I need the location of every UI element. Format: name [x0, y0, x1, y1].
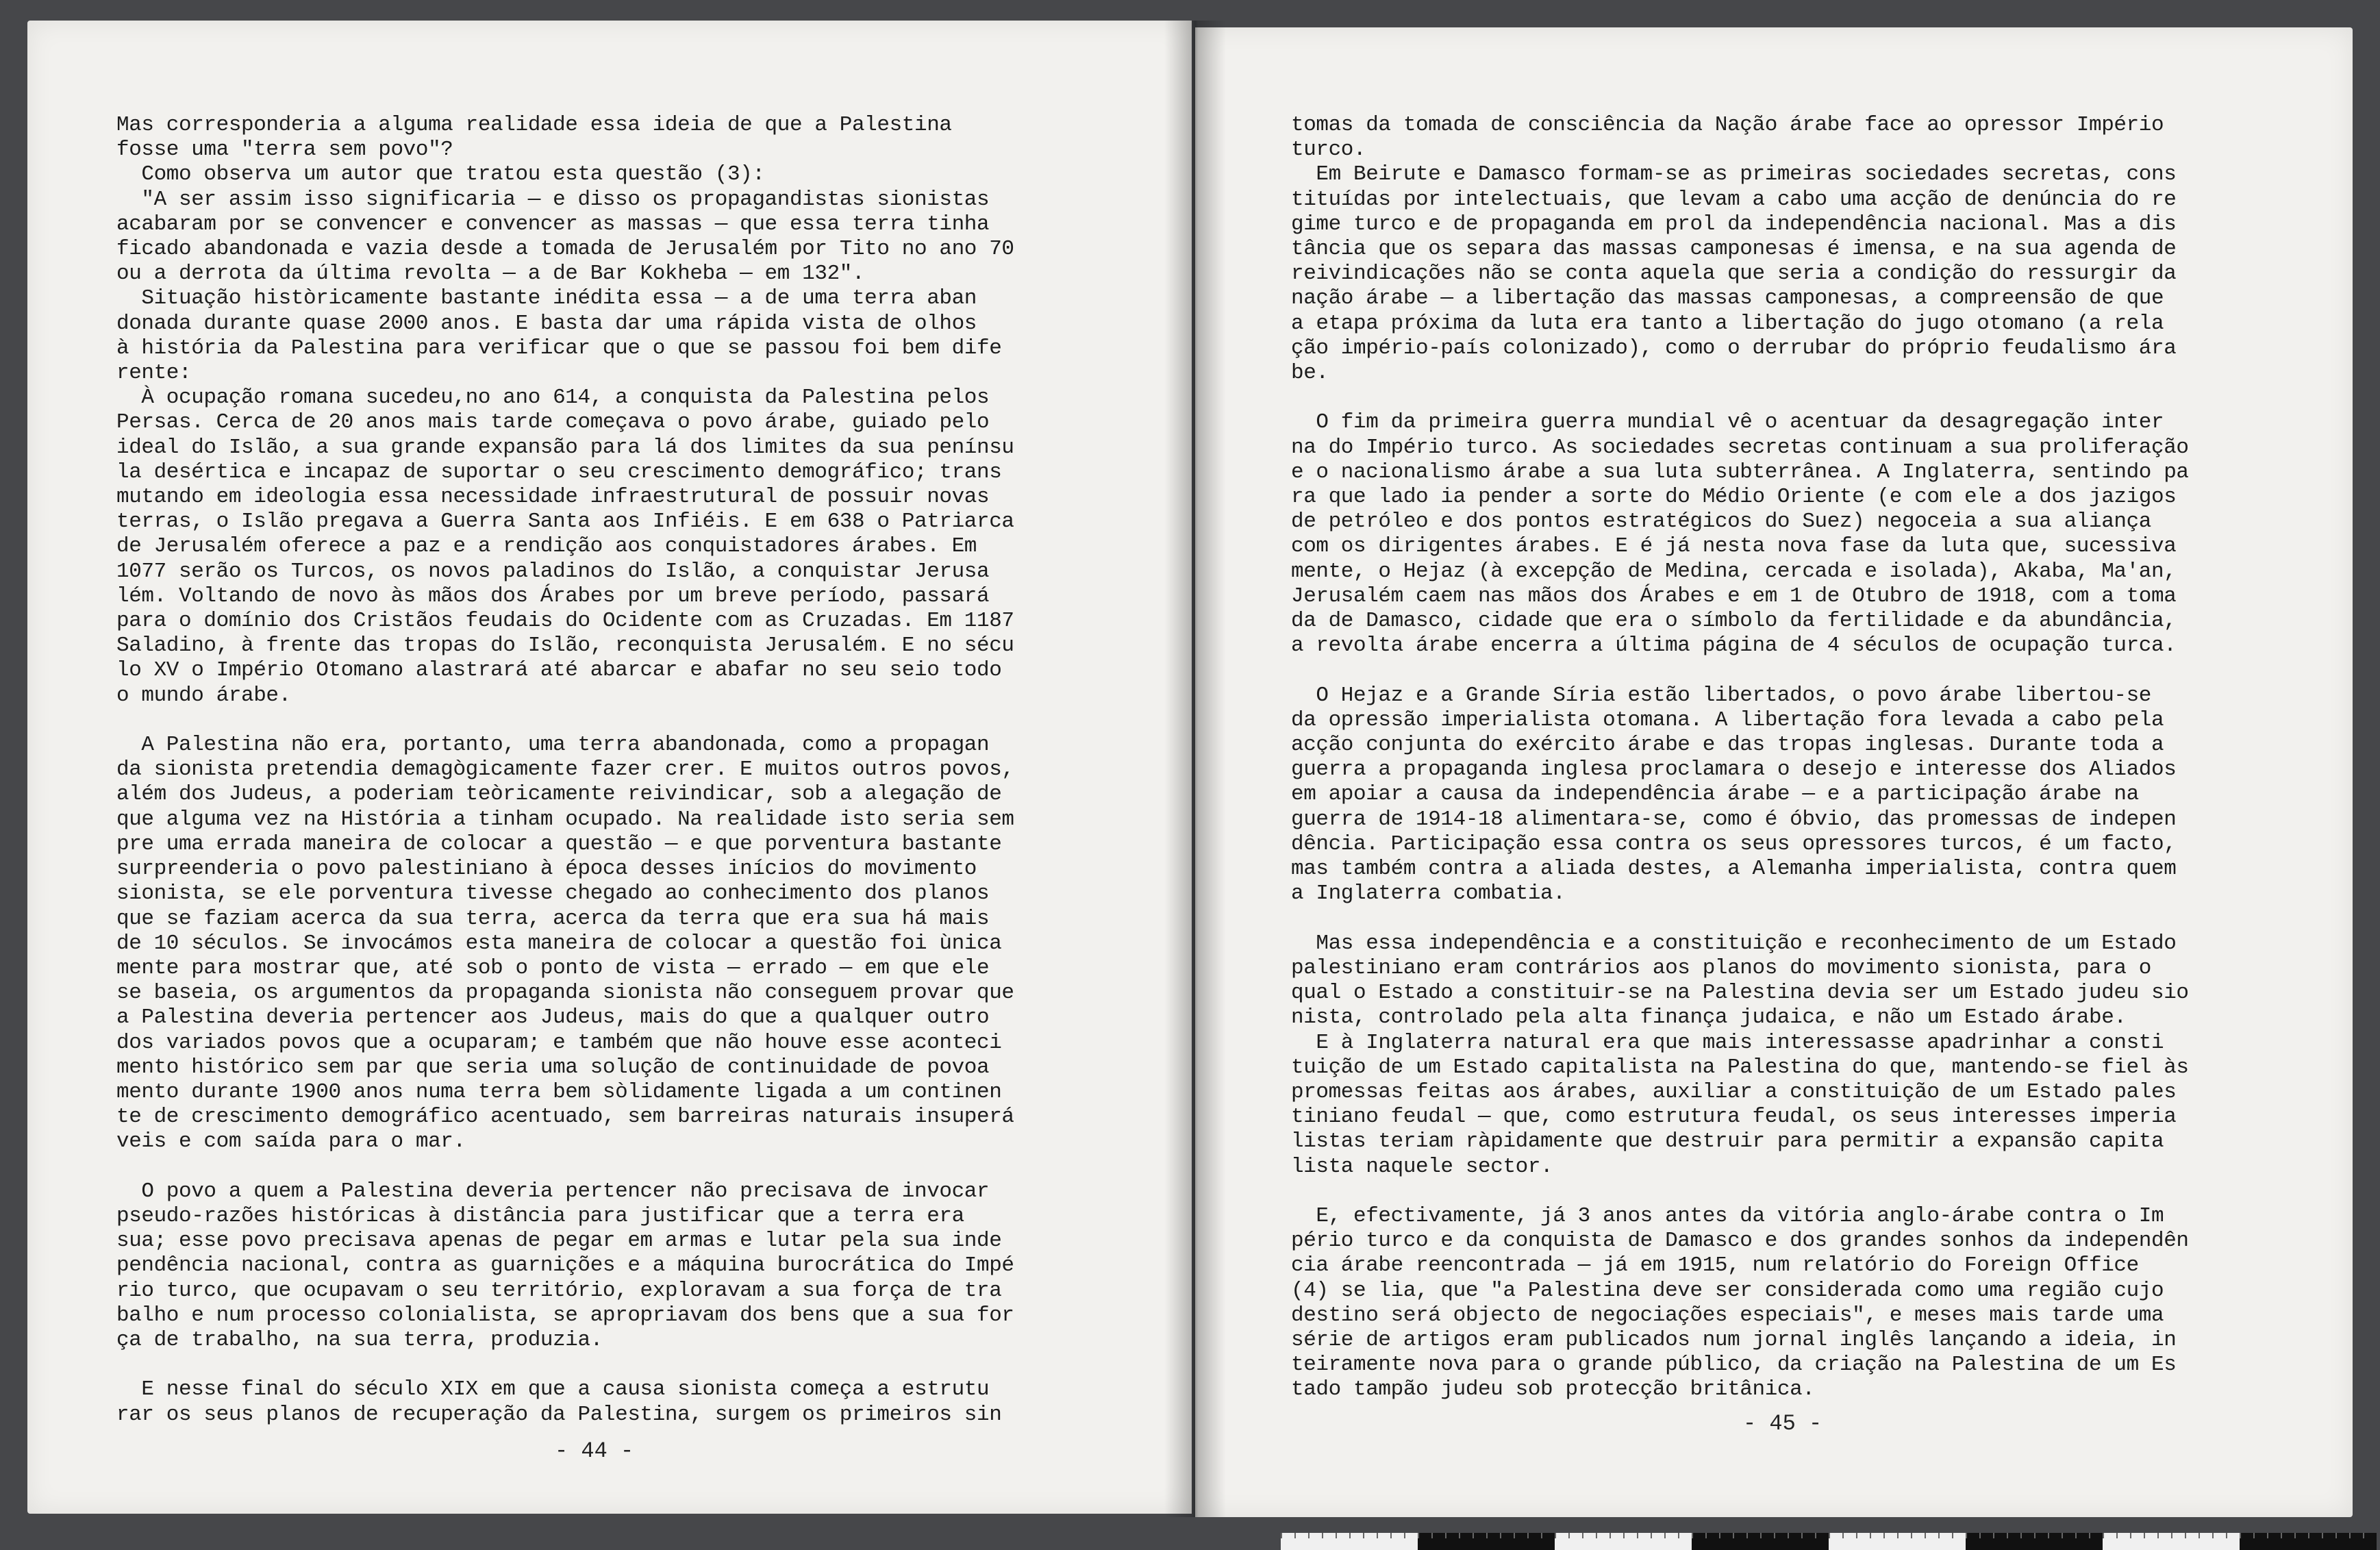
left-page-text-line: surpreenderia o povo palestiniano à época desses inícios do movimento — [116, 857, 977, 882]
left-page-text-line: pendência nacional, contra as guarnições e a máquina burocrática do Impé — [116, 1253, 1014, 1278]
left-page-text-line: "A ser assim isso significaria — e disso os propagandistas sionistas — [116, 187, 990, 212]
left-page-text-line: lo XV o Império Otomano alastrará até abarcar e abafar no seu seio todo — [116, 658, 1002, 683]
right-page-text-line: ção império-país colonizado), como o derrubar do próprio feudalismo ára — [1291, 336, 2177, 360]
left-page-text-line: a Palestina deveria pertencer aos Judeus, mais do que a qualquer outro — [116, 1005, 990, 1030]
right-page-text-line: qual o Estado a constituir-se na Palestina devia ser um Estado judeu sio — [1291, 981, 2189, 1005]
left-page-text-line: ou a derrota da última revolta — a de Bar Kokheba — em 132". — [116, 262, 865, 286]
right-page-text-line: (4) se lia, que "a Palestina deve ser considerada como uma região cujo — [1291, 1278, 2164, 1303]
left-page-text-line: Como observa um autor que tratou esta questão (3): — [116, 162, 765, 187]
right-page-text-line: tituídas por intelectuais, que levam a cabo uma acção de denúncia do re — [1291, 187, 2177, 212]
left-page-text-line — [116, 1353, 1014, 1377]
right-page-text-line: O Hejaz e a Grande Síria estão libertados, o povo árabe libertou-se — [1291, 683, 2152, 708]
right-page-text-line — [1291, 1179, 2189, 1204]
left-page-text-line: à história da Palestina para verificar que o que se passou foi bem dife — [116, 336, 1002, 360]
left-page-text-line: mento durante 1900 anos numa terra bem sòlidamente ligada a um continen — [116, 1079, 1002, 1104]
right-page-text-line: lista naquele sector. — [1291, 1154, 1553, 1179]
left-page-text-line: que se faziam acerca da sua terra, acerca da terra que era sua há mais — [116, 906, 990, 931]
left-page-text-line: mento histórico sem par que seria uma solução de continuidade de povoa — [116, 1055, 990, 1079]
left-page-text-line: mente para mostrar que, até sob o ponto de vista — errado — em que ele — [116, 955, 990, 980]
left-page-text — [116, 113, 1014, 1427]
left-page-text-line: terras, o Islão pregava a Guerra Santa aos Infiéis. E em 638 o Patriarca — [116, 510, 1014, 534]
left-page-text-line: sua; esse povo precisava apenas de pegar em armas e lutar pela sua inde — [116, 1229, 1002, 1253]
left-page-text-line: fosse uma "terra sem povo"? — [116, 138, 453, 162]
left-page-text-line — [116, 1155, 1014, 1179]
right-page-text-line: nação árabe — a libertação das massas camponesas, a compreensão de que — [1291, 286, 2164, 311]
right-page-text-line: nista, controlado pela alta finança judaica, e não um Estado árabe. — [1291, 1005, 2127, 1030]
left-page-text-line: de Jerusalém oferece a paz e a rendição aos conquistadores árabes. Em — [116, 534, 977, 559]
left-page-text-line: E nesse final do século XIX em que a causa sionista começa a estrutu — [116, 1377, 990, 1402]
right-page-text-line: guerra de 1914-18 alimentara-se, como é óbvio, das promessas de indepen — [1291, 807, 2177, 832]
left-page-text-line: de 10 séculos. Se invocámos esta maneira de colocar a questão foi ùnica — [116, 931, 1002, 955]
left-page-text-line: Mas corresponderia a alguma realidade essa ideia de que a Palestina — [116, 113, 952, 137]
right-page-text-line: a revolta árabe encerra a última página de 4 séculos de ocupação turca. — [1291, 634, 2177, 658]
right-page-text-line: série de artigos eram publicados num jornal inglês lançando a ideia, in — [1291, 1327, 2177, 1352]
right-page-text-line: pério turco e da conquista de Damasco e dos grandes sonhos da independên — [1291, 1229, 2189, 1253]
left-page-text-line: O povo a quem a Palestina deveria pertencer não precisava de invocar — [116, 1179, 990, 1203]
left-page-text-line: para o domínio dos Cristãos feudais do Ocidente com as Cruzadas. Em 1187 — [116, 609, 1014, 634]
right-page-text-line: mente, o Hejaz (à excepção de Medina, cercada e isolada), Akaba, Ma'an, — [1291, 559, 2177, 584]
right-page-text-line: com os dirigentes árabes. E é já nesta nova fase da luta que, sucessiva — [1291, 534, 2177, 559]
right-page-text-line — [1291, 658, 2189, 683]
left-page-text-line: ça de trabalho, na sua terra, produzia. — [116, 1327, 603, 1352]
right-page-text-line: tuição de um Estado capitalista na Palestina do que, mantendo-se fiel às — [1291, 1055, 2189, 1079]
left-page-text-line: Persas. Cerca de 20 anos mais tarde começava o povo árabe, guiado pelo — [116, 410, 990, 435]
left-page-text-line: da sionista pretendia demagògicamente fazer crer. E muitos outros povos, — [116, 758, 1014, 782]
right-page-text-line — [1291, 386, 2189, 410]
left-page-text-line: balho e num processo colonialista, se apropriavam dos bens que a sua for — [116, 1303, 1014, 1327]
right-page-text-line: destino será objecto de negociações especiais", e meses mais tarde uma — [1291, 1303, 2164, 1327]
right-page-text-line: Jerusalém caem nas mãos dos Árabes e em 1 de Otubro de 1918, com a toma — [1291, 584, 2177, 608]
left-page-text-line: pseudo-razões históricas à distância para justificar que a terra era — [116, 1203, 964, 1228]
right-page-text-line: promessas feitas aos árabes, auxiliar a constituição de um Estado pales — [1291, 1079, 2177, 1104]
right-page-text-line: listas teriam ràpidamente que destruir para permitir a expansão capita — [1291, 1129, 2164, 1154]
left-page-text-line: rente: — [116, 361, 192, 386]
left-page-text-line: se baseia, os argumentos da propaganda sionista não conseguem provar que — [116, 981, 1014, 1005]
right-page-text-line: mas também contra a aliada destes, a Alemanha imperialista, contra quem — [1291, 857, 2177, 882]
right-page-text-line: a Inglaterra combatia. — [1291, 882, 1566, 906]
right-page-text-line: O fim da primeira guerra mundial vê o acentuar da desagregação inter — [1291, 410, 2164, 435]
left-page-text-line: veis e com saída para o mar. — [116, 1129, 466, 1154]
right-page-text-line: e o nacionalismo árabe a sua luta subterrânea. A Inglaterra, sentindo pa — [1291, 460, 2189, 484]
left-page — [27, 21, 1192, 1514]
left-page-text-line: além dos Judeus, a poderiam teòricamente reivindicar, sob a alegação de — [116, 782, 1002, 807]
right-page-text-line — [1291, 907, 2189, 932]
right-page-text-line: a etapa próxima da luta era tanto a libertação do jugo otomano (a rela — [1291, 311, 2164, 336]
right-page-text-line: Mas essa independência e a constituição e reconhecimento de um Estado — [1291, 931, 2177, 955]
right-page-text-line: na do Império turco. As sociedades secretas continuam a sua proliferação — [1291, 435, 2189, 460]
left-page-text-line — [116, 708, 1014, 733]
left-page-number: - 44 - — [555, 1438, 634, 1464]
left-page-text-line: lém. Voltando de novo às mãos dos Árabes por um breve período, passará — [116, 584, 990, 608]
left-page-text-line: rio turco, que ocupavam o seu território, exploravam a sua força de tra — [116, 1278, 1002, 1303]
right-page-text-line: palestiniano eram contrários aos planos do movimento sionista, para o — [1291, 955, 2152, 980]
left-page-text-line: Saladino, à frente das tropas do Islão, reconquista Jerusalém. E no sécu — [116, 634, 1014, 658]
scale-ruler-ticks — [1281, 1533, 2377, 1538]
left-page-text-line: rar os seus planos de recuperação da Palestina, surgem os primeiros sin — [116, 1402, 1002, 1427]
right-page-text-line: da de Damasco, cidade que era o símbolo da fertilidade e da abundância, — [1291, 609, 2177, 634]
left-page-text-line: o mundo árabe. — [116, 683, 291, 708]
left-page-text-line: dos variados povos que a ocuparam; e também que não houve esse aconteci — [116, 1030, 1002, 1055]
left-page-text-line: Situação històricamente bastante inédita essa — a de uma terra aban — [116, 286, 977, 311]
left-page-text-line: que alguma vez na História a tinham ocupado. Na realidade isto seria sem — [116, 807, 1014, 832]
left-page-text-line: A Palestina não era, portanto, uma terra abandonada, como a propagan — [116, 733, 990, 758]
right-page-text-line: tado tampão judeu sob protecção britânica. — [1291, 1377, 1815, 1402]
right-page-text-line: de petróleo e dos pontos estratégicos do Suez) negoceia a sua aliança — [1291, 510, 2152, 534]
right-page-text-line: cia árabe reencontrada — já em 1915, num relatório do Foreign Office — [1291, 1253, 2139, 1278]
right-page-text-line: Em Beirute e Damasco formam-se as primeiras sociedades secretas, cons — [1291, 162, 2177, 187]
right-page-text-line: guerra a propaganda inglesa proclamara o desejo e interesse dos Aliados — [1291, 758, 2177, 782]
right-page-text-line: teiramente nova para o grande público, da criação na Palestina de um Es — [1291, 1353, 2177, 1377]
right-page — [1195, 27, 2353, 1517]
right-page-text — [1291, 113, 2189, 1403]
right-page-text-line: tiniano feudal — que, como estrutura feudal, os seus interesses imperia — [1291, 1105, 2177, 1129]
left-page-text-line: À ocupação romana sucedeu,no ano 614, a conquista da Palestina pelos — [116, 386, 990, 410]
left-page-text-line: pre uma errada maneira de colocar a questão — e que porventura bastante — [116, 832, 1002, 856]
right-page-text-line: reivindicações não se conta aquela que seria a condição do ressurgir da — [1291, 262, 2177, 286]
right-page-text-line: turco. — [1291, 138, 1366, 162]
right-page-number: - 45 - — [1743, 1411, 1822, 1436]
right-page-text-line: gime turco e de propaganda em prol da independência nacional. Mas a dis — [1291, 212, 2177, 236]
right-page-text-line: em apoiar a causa da independência árabe — e a participação árabe na — [1291, 782, 2139, 807]
left-page-text-line: te de crescimento demográfico acentuado, sem barreiras naturais insuperá — [116, 1105, 1014, 1129]
right-page-text-line: acção conjunta do exército árabe e das tropas inglesas. Durante toda a — [1291, 733, 2164, 758]
left-page-text-line: ideal do Islão, a sua grande expansão para lá dos limites da sua penínsu — [116, 435, 1014, 460]
right-page-text-line: tomas da tomada de consciência da Nação árabe face ao opressor Império — [1291, 113, 2164, 137]
right-page-text-line: be. — [1291, 361, 1329, 386]
left-page-text-line: ficado abandonada e vazia desde a tomada de Jerusalém por Tito no ano 70 — [116, 237, 1014, 262]
right-page-text-line: tância que os separa das massas camponesas é imensa, e na sua agenda de — [1291, 237, 2177, 262]
right-page-text-line: da opressão imperialista otomana. A libertação fora levada a cabo pela — [1291, 708, 2164, 732]
left-page-text-line: acabaram por se convencer e convencer as massas — que essa terra tinha — [116, 212, 990, 236]
right-page-text-line: E à Inglaterra natural era que mais interessasse apadrinhar a consti — [1291, 1030, 2164, 1055]
left-page-text-line: 1077 serão os Turcos, os novos paladinos do Islão, a conquistar Jerusa — [116, 559, 990, 584]
right-page-text-line: dência. Participação essa contra os seus opressores turcos, é um facto, — [1291, 832, 2177, 856]
left-page-text-line: sionista, se ele porventura tivesse chegado ao conhecimento dos planos — [116, 882, 990, 906]
left-page-text-line: mutando em ideologia essa necessidade infraestrutural de possuir novas — [116, 485, 990, 510]
left-page-text-line: la desértica e incapaz de suportar o seu crescimento demográfico; trans — [116, 460, 1002, 484]
left-page-text-line: donada durante quase 2000 anos. E basta dar uma rápida vista de olhos — [116, 311, 977, 336]
right-page-text-line: E, efectivamente, já 3 anos antes da vitória anglo-árabe contra o Im — [1291, 1203, 2164, 1228]
right-page-text-line: ra que lado ia pender a sorte do Médio Oriente (e com ele a dos jazigos — [1291, 485, 2177, 510]
